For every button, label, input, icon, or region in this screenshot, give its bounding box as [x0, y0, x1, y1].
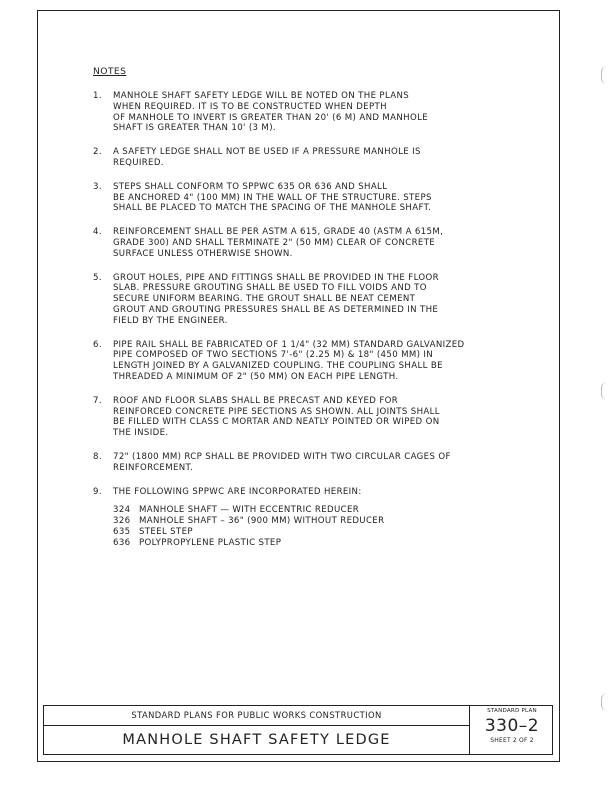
- note-line: STEPS SHALL CONFORM TO SPPWC 635 OR 636 AND SHALL: [113, 181, 388, 192]
- sppwc-item: [113, 527, 497, 538]
- note-line: SECURE UNIFORM BEARING. THE GROUT SHALL BE NEAT CEMENT: [113, 294, 416, 305]
- binding-mark: [601, 66, 610, 84]
- note-line: OF MANHOLE TO INVERT IS GREATER THAN 20' (6 M) AND MANHOLE: [113, 112, 429, 123]
- note-gap: [57, 383, 497, 396]
- sheet-number: SHEET 2 OF 2: [490, 737, 534, 744]
- note-line: THREADED A MINIMUM OF 2" (50 MM) ON EACH PIPE LENGTH.: [113, 371, 399, 382]
- note-gap: [57, 169, 497, 182]
- sppwc-code: 636: [113, 537, 131, 548]
- sppwc-description: STEEL STEP: [139, 526, 193, 537]
- note-gap: [57, 439, 497, 452]
- binding-mark: [601, 382, 610, 400]
- note-item: [57, 182, 497, 214]
- title-block-org: STANDARD PLANS FOR PUBLIC WORKS CONSTRUCTION: [44, 706, 469, 726]
- note-body: [113, 147, 497, 169]
- note-item: [57, 452, 497, 474]
- note-line: BE ANCHORED 4" (100 MM) IN THE WALL OF THE STRUCTURE. STEPS: [113, 192, 432, 203]
- note-gap: [57, 260, 497, 273]
- note-body: [113, 91, 497, 134]
- note-item: [57, 147, 497, 169]
- note-line: GRADE 300) AND SHALL TERMINATE 2" (50 MM) CLEAR OF CONCRETE: [113, 237, 436, 248]
- plan-number: 330–2: [484, 716, 540, 736]
- sppwc-list: [113, 505, 497, 548]
- notes-section: [57, 66, 497, 549]
- note-gap: [57, 134, 497, 147]
- note-gap: [57, 327, 497, 340]
- note-line: PIPE COMPOSED OF TWO SECTIONS 7'-6" (2.25 M) & 18" (450 MM) IN: [113, 350, 434, 361]
- note-item: [57, 340, 497, 383]
- note-line: REINFORCEMENT SHALL BE PER ASTM A 615, GRADE 40 (ASTM A 615M,: [113, 227, 444, 238]
- note-number: 5.: [93, 272, 102, 283]
- note-number: 6.: [93, 339, 102, 350]
- note-number: 4.: [93, 227, 102, 238]
- notes-list: [57, 91, 497, 549]
- note-number: 2.: [93, 147, 102, 158]
- note-line: GROUT HOLES, PIPE AND FITTINGS SHALL BE PROVIDED IN THE FLOOR: [113, 272, 439, 283]
- note-number: 7.: [93, 395, 102, 406]
- sppwc-code: 324: [113, 505, 131, 516]
- note-gap: [57, 214, 497, 227]
- sppwc-code: 326: [113, 516, 131, 527]
- note-gap: [57, 474, 497, 487]
- note-item: [57, 91, 497, 134]
- note-line: SLAB. PRESSURE GROUTING SHALL BE USED TO FILL VOIDS AND TO: [113, 283, 427, 294]
- sppwc-item: [113, 505, 497, 516]
- note-body: [113, 452, 497, 474]
- sppwc-code: 635: [113, 526, 131, 537]
- drawing-title: MANHOLE SHAFT SAFETY LEDGE: [122, 732, 391, 748]
- note-item: [57, 487, 497, 549]
- title-block: [43, 705, 553, 755]
- note-item: [57, 227, 497, 259]
- notes-heading: NOTES: [93, 66, 127, 77]
- plan-label: STANDARD PLAN: [487, 708, 537, 714]
- note-number: 8.: [93, 451, 102, 462]
- note-body: [113, 182, 497, 214]
- note-body: [113, 487, 497, 549]
- note-line: MANHOLE SHAFT SAFETY LEDGE WILL BE NOTED ON THE PLANS: [113, 91, 410, 101]
- note-line: GROUT AND GROUTING PRESSURES SHALL BE AS DETERMINED IN THE: [113, 304, 439, 315]
- note-number: 9.: [93, 486, 102, 497]
- note-body: [113, 273, 497, 327]
- note-line: BE FILLED WITH CLASS C MORTAR AND NEATLY POINTED OR WIPED ON: [113, 417, 440, 428]
- note-line: SHALL BE PLACED TO MATCH THE SPACING OF THE MANHOLE SHAFT.: [113, 203, 432, 214]
- note-line: SURFACE UNLESS OTHERWISE SHOWN.: [113, 248, 293, 259]
- note-number: 1.: [93, 91, 102, 101]
- note-body: [113, 227, 497, 259]
- note-number: 3.: [93, 181, 102, 192]
- note-line: A SAFETY LEDGE SHALL NOT BE USED IF A PRESSURE MANHOLE IS: [113, 147, 421, 158]
- sppwc-description: POLYPROPYLENE PLASTIC STEP: [139, 537, 282, 548]
- binding-mark: [601, 693, 610, 711]
- note-line: LENGTH JOINED BY A GALVANIZED COUPLING. THE COUPLING SHALL BE: [113, 361, 443, 372]
- note-line: REQUIRED.: [113, 157, 164, 168]
- sppwc-item: [113, 516, 497, 527]
- note-line: THE FOLLOWING SPPWC ARE INCORPORATED HEREIN:: [113, 486, 362, 497]
- note-body: [113, 340, 497, 383]
- sppwc-description: MANHOLE SHAFT – 36" (900 MM) WITHOUT REDUCER: [139, 516, 385, 527]
- note-line: REINFORCEMENT.: [113, 462, 194, 473]
- note-line: PIPE RAIL SHALL BE FABRICATED OF 1 1/4" (32 MM) STANDARD GALVANIZED: [113, 339, 465, 350]
- note-line: SHAFT IS GREATER THAN 10' (3 M).: [113, 123, 276, 134]
- note-item: [57, 396, 497, 439]
- sppwc-item: [113, 538, 497, 549]
- note-line: WHEN REQUIRED. IT IS TO BE CONSTRUCTED WHEN DEPTH: [113, 101, 387, 112]
- note-line: THE INSIDE.: [113, 428, 169, 439]
- title-block-divider: [469, 706, 470, 754]
- note-item: [57, 273, 497, 327]
- note-line: ROOF AND FLOOR SLABS SHALL BE PRECAST AND KEYED FOR: [113, 395, 399, 406]
- note-line: 72" (1800 MM) RCP SHALL BE PROVIDED WITH TWO CIRCULAR CAGES OF: [113, 451, 451, 462]
- note-line: REINFORCED CONCRETE PIPE SECTIONS AS SHOWN. ALL JOINTS SHALL: [113, 406, 440, 417]
- sppwc-description: MANHOLE SHAFT — WITH ECCENTRIC REDUCER: [139, 505, 360, 516]
- note-line: FIELD BY THE ENGINEER.: [113, 315, 228, 326]
- plan-number-cell: [471, 706, 553, 754]
- note-body: [113, 396, 497, 439]
